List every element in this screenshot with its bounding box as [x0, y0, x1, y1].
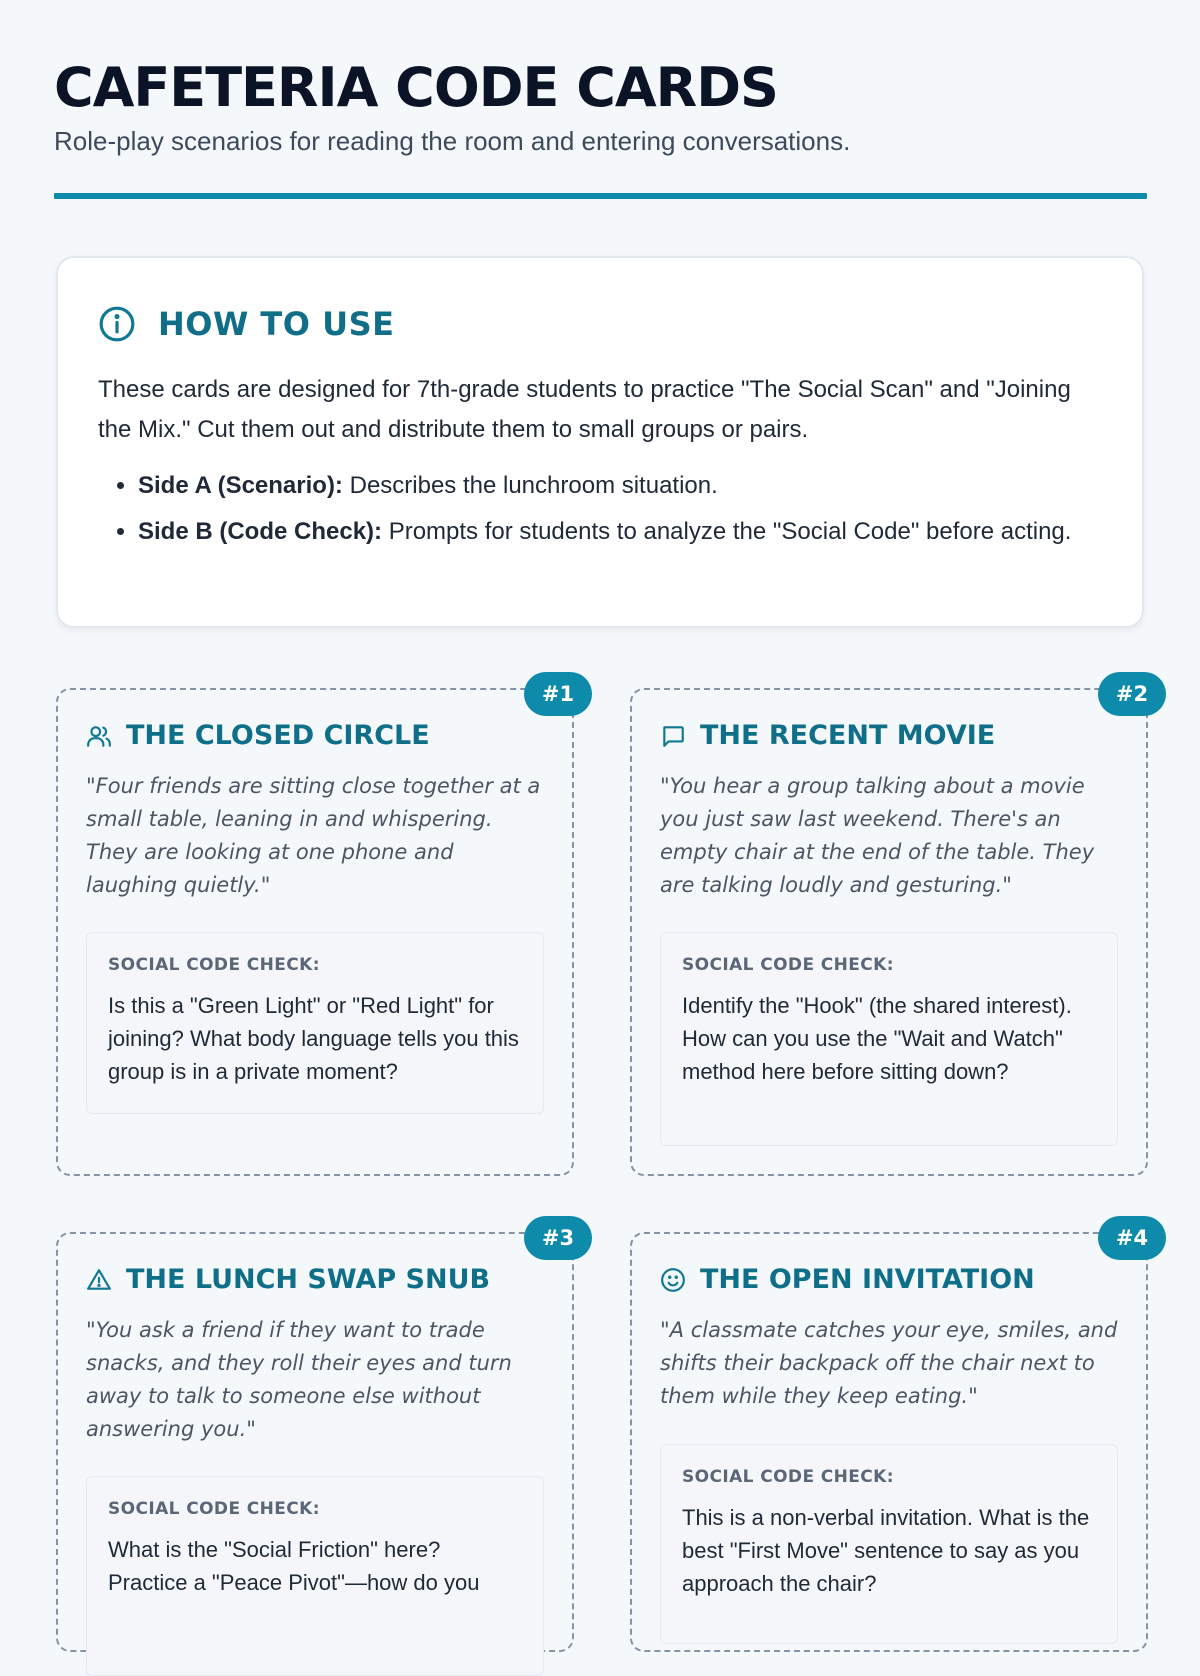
- card-header: [660, 1264, 1035, 1295]
- check-text: What is the "Social Friction" here? Practice a "Peace Pivot"—how do you: [108, 1537, 480, 1595]
- bullet-text: Describes the lunchroom situation.: [342, 472, 718, 499]
- how-to-use-title: HOW TO USE: [158, 305, 395, 343]
- card-title: THE OPEN INVITATION: [700, 1264, 1035, 1295]
- smile-icon: [660, 1267, 686, 1293]
- check-text: This is a non-verbal invitation. What is the best "First Move" sentence to say as you approach the chair?: [682, 1505, 1090, 1596]
- code-card: [630, 1226, 1149, 1652]
- code-card: [56, 1226, 575, 1652]
- social-code-check: [660, 932, 1118, 1146]
- card-title: THE LUNCH SWAP SNUB: [126, 1264, 491, 1295]
- warning-icon: [86, 1267, 112, 1293]
- list-item: [138, 512, 1138, 552]
- check-text: Identify the "Hook" (the shared interest). How can you use the "Wait and Watch" method here before sitting down?: [682, 993, 1072, 1084]
- bullet-label: Side A (Scenario):: [138, 472, 343, 499]
- card-title: THE CLOSED CIRCLE: [126, 720, 430, 751]
- check-label: SOCIAL CODE CHECK:: [682, 1467, 894, 1487]
- bullet-label: Side B (Code Check):: [138, 518, 383, 545]
- check-label: SOCIAL CODE CHECK:: [682, 955, 894, 975]
- users-icon: [86, 723, 112, 749]
- list-item: [138, 466, 1138, 506]
- how-to-use-panel: [56, 256, 1144, 628]
- bullet-text: Prompts for students to analyze the "Social Code" before acting.: [382, 518, 1072, 545]
- card-number-badge: #4: [1098, 1216, 1166, 1260]
- code-card: [630, 682, 1149, 1176]
- how-to-use-body: These cards are designed for 7th-grade students to practice "The Social Scan" and "Joining the Mix." Cut them out and distribute them to small groups or pairs.: [98, 376, 1071, 443]
- card-scenario: "Four friends are sitting close together at a small table, leaning in and whispering. They are looking at one phone and laughing quietly.": [86, 774, 541, 897]
- social-code-check: [660, 1444, 1118, 1644]
- header-divider: [54, 193, 1147, 199]
- card-header: [86, 1264, 490, 1295]
- page-title: CAFETERIA CODE CARDS: [54, 56, 778, 119]
- card-number-badge: #2: [1098, 672, 1166, 716]
- page-subtitle: Role-play scenarios for reading the room and entering conversations.: [54, 126, 851, 156]
- card-title: THE RECENT MOVIE: [700, 720, 996, 751]
- social-code-check: [86, 932, 544, 1114]
- card-header: [660, 720, 995, 751]
- info-icon: [98, 305, 136, 343]
- card-number-badge: #1: [524, 672, 592, 716]
- how-to-use-header: [98, 302, 394, 346]
- social-code-check: [86, 1476, 544, 1676]
- card-scenario: "A classmate catches your eye, smiles, and shifts their backpack off the chair next to them while they keep eating.": [660, 1318, 1118, 1408]
- check-text: Is this a "Green Light" or "Red Light" for joining? What body language tells you this group is in a private moment?: [108, 993, 519, 1084]
- card-scenario: "You hear a group talking about a movie you just saw last weekend. There's an empty chair at the end of the table. They are talking loudly and gesturing.": [660, 774, 1095, 897]
- how-to-use-list: [98, 466, 1138, 558]
- code-card: [56, 682, 575, 1176]
- check-label: SOCIAL CODE CHECK:: [108, 1499, 320, 1519]
- check-label: SOCIAL CODE CHECK:: [108, 955, 320, 975]
- card-number-badge: #3: [524, 1216, 592, 1260]
- card-scenario: "You ask a friend if they want to trade snacks, and they roll their eyes and turn away to talk to someone else without answering you.": [86, 1318, 512, 1441]
- card-header: [86, 720, 430, 751]
- chat-bubble-icon: [660, 723, 686, 749]
